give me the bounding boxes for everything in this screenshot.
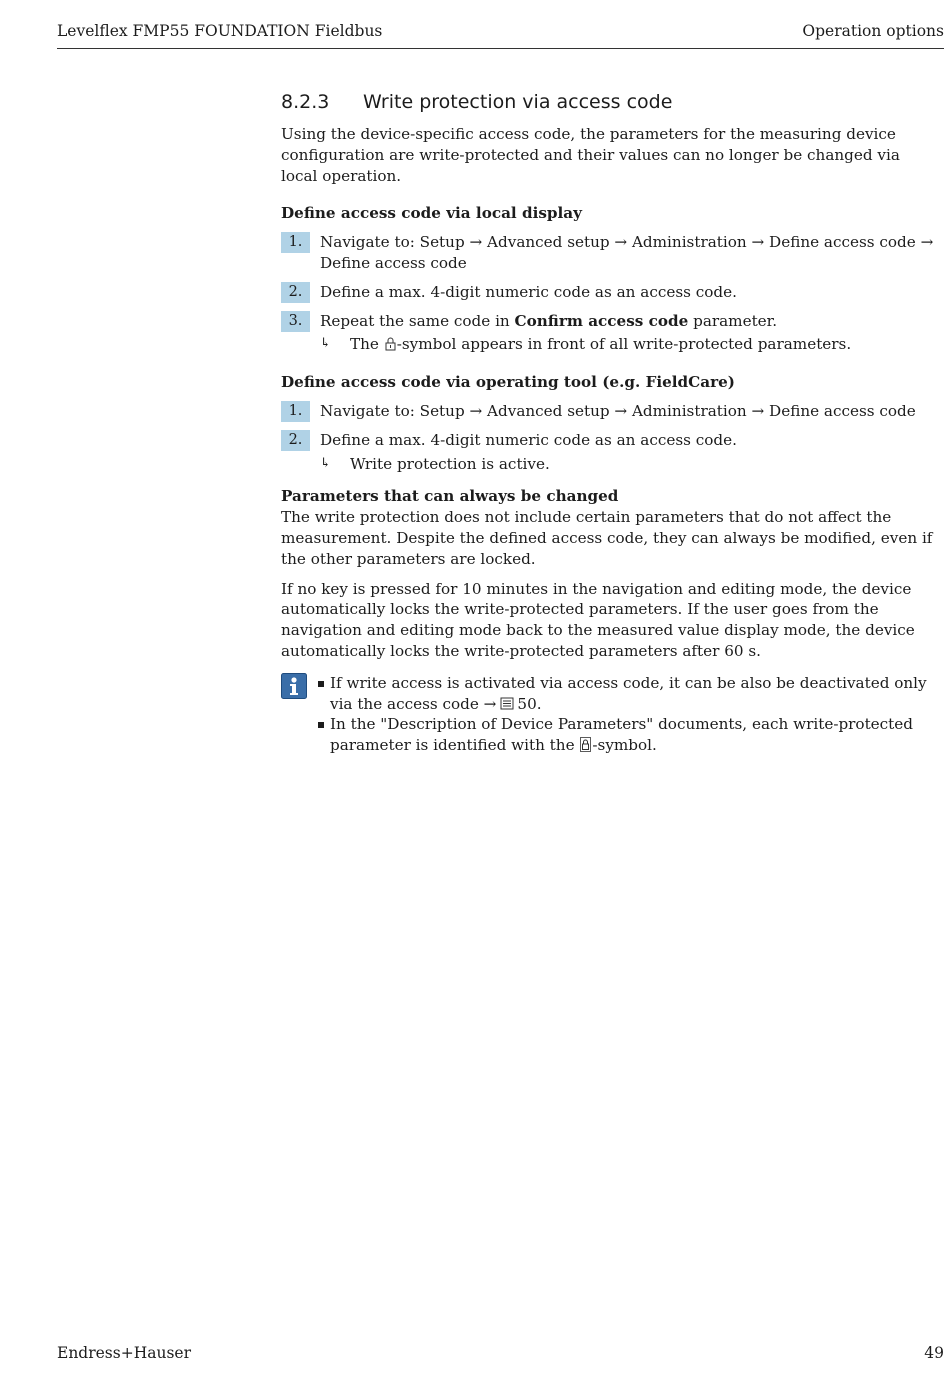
header-divider — [57, 48, 944, 49]
parameter-name: Confirm access code — [514, 311, 689, 330]
info-bullet-2-text-after: -symbol. — [592, 736, 657, 755]
footer-company: Endress+Hauser — [57, 1344, 191, 1362]
section-heading — [281, 90, 941, 114]
section-number: 8.2.3 — [281, 91, 330, 113]
step-number: 1. — [281, 232, 310, 253]
section-intro: Using the device-specific access code, the parameters for the measuring device configuration are write-protected and their values can no longer be changed via local operation. — [281, 125, 900, 185]
always-changed-text: The write protection does not include certain parameters that do not affect the measurement. Despite the defined access code, they can always be modified, even if the other parameters are locked. — [281, 508, 933, 568]
page-content — [281, 90, 941, 756]
page-reference-icon — [500, 697, 514, 710]
step-number: 2. — [281, 430, 310, 451]
step-text: Navigate to: Setup → Advanced setup → Administration → Define access code → Define access code — [320, 233, 934, 272]
result-text: Write protection is active. — [350, 454, 550, 473]
tool-step-1 — [281, 401, 941, 422]
section-title: Write protection via access code — [363, 91, 673, 113]
result-arrow-icon: ↳ — [320, 455, 331, 471]
info-note — [281, 673, 941, 756]
info-bullet-1 — [315, 673, 941, 715]
step-text: Define a max. 4-digit numeric code as an access code. — [320, 282, 737, 301]
local-display-heading: Define access code via local display — [281, 204, 582, 223]
tool-step-2 — [281, 430, 941, 475]
info-bullet-1-text: If write access is activated via access code, it can be also be deactivated only via the access code → — [330, 673, 927, 713]
page-reference-link[interactable]: 50. — [517, 694, 542, 713]
result-arrow-icon: ↳ — [320, 336, 331, 352]
lock-icon — [580, 737, 591, 752]
operating-tool-heading: Define access code via operating tool (e.g. FieldCare) — [281, 373, 735, 392]
result-text-before: The — [350, 335, 384, 354]
auto-lock-text: If no key is pressed for 10 minutes in the navigation and editing mode, the device automatically locks the write-protected parameters. If the user goes from the navigation and editing mode back to the measured value display mode, the device automatically locks the write-protected parameters after 60 s. — [281, 579, 915, 660]
header-document-title: Levelflex FMP55 FOUNDATION Fieldbus — [57, 22, 383, 40]
footer-page-number: 49 — [924, 1344, 944, 1362]
local-step-3 — [281, 311, 941, 356]
always-changed-heading: Parameters that can always be changed — [281, 487, 619, 506]
step-text: Define a max. 4-digit numeric code as an access code. — [320, 430, 737, 449]
bullet-icon — [318, 681, 324, 687]
result-text-after: -symbol appears in front of all write-protected parameters. — [396, 335, 852, 354]
step-result — [320, 334, 941, 355]
bullet-icon — [318, 722, 324, 728]
step-text-after: parameter. — [688, 311, 778, 330]
step-text: Navigate to: Setup → Advanced setup → Administration → Define access code — [320, 401, 916, 420]
info-bullet-2-text-before: In the "Description of Device Parameters" documents, each write-protected parameter is identified with the — [330, 715, 913, 755]
step-result — [320, 454, 941, 475]
local-step-1 — [281, 232, 941, 274]
step-number: 2. — [281, 282, 310, 303]
info-bullet-2 — [315, 714, 941, 756]
step-number: 1. — [281, 401, 310, 422]
info-icon — [281, 673, 307, 699]
step-text-before: Repeat the same code in — [320, 311, 515, 330]
lock-icon — [385, 336, 396, 351]
step-number: 3. — [281, 311, 310, 332]
header-chapter-title: Operation options — [802, 22, 944, 40]
always-changed-block — [281, 486, 941, 569]
local-step-2 — [281, 282, 941, 303]
